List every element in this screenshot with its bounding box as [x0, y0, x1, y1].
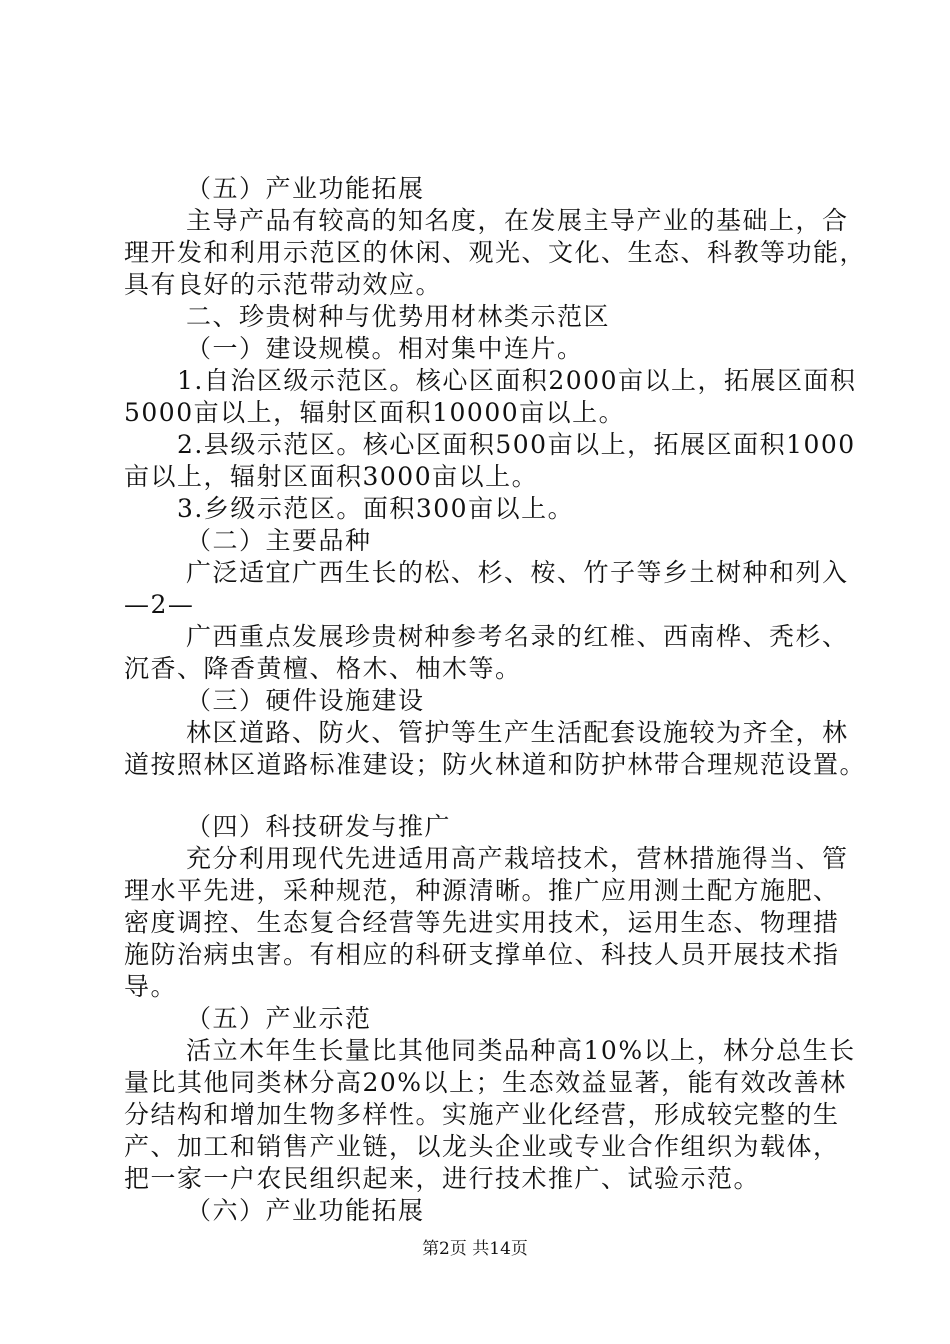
heading-industry-demonstration: （五）产业示范 [186, 1004, 372, 1033]
paragraph-line: 主导产品有较高的知名度，在发展主导产业的基础上，合 [186, 206, 849, 235]
paragraph-line: 充分利用现代先进适用高产栽培技术，营林措施得当、管 [186, 844, 849, 873]
heading-tech-rd-promotion: （四）科技研发与推广 [186, 812, 452, 841]
page-footer: 第2页 共14页 [422, 1239, 528, 1259]
paragraph-line: 具有良好的示范带动效应。 [124, 270, 443, 299]
heading-industry-function-expansion-6: （六）产业功能拓展 [186, 1196, 425, 1225]
paragraph-line: 理水平先进，采种规范，种源清晰。推广应用测土配方施肥、 [124, 876, 840, 905]
paragraph-line: 产、加工和销售产业链，以龙头企业或专业合作组织为载体， [124, 1132, 840, 1161]
paragraph-line: 道按照林区道路标准建设；防火林道和防护林带合理规范设置。 [124, 750, 867, 779]
paragraph-line: 把一家一户农民组织起来，进行技术推广、试验示范。 [124, 1164, 761, 1193]
paragraph-line: 沉香、降香黄檀、格木、柚木等。 [124, 654, 522, 683]
inline-page-number: —2— [124, 590, 195, 619]
paragraph-line: 3.乡级示范区。面积300亩以上。 [177, 494, 575, 523]
paragraph-line: 密度调控、生态复合经营等先进实用技术，运用生态、物理措 [124, 908, 840, 937]
heading-industry-function-expansion-5: （五）产业功能拓展 [186, 174, 425, 203]
heading-main-species: （二）主要品种 [186, 526, 372, 555]
paragraph-line: 2.县级示范区。核心区面积500亩以上，拓展区面积1000 [177, 430, 856, 459]
paragraph-line: 1.自治区级示范区。核心区面积2000亩以上，拓展区面积 [177, 366, 857, 395]
heading-hardware-facilities: （三）硬件设施建设 [186, 686, 425, 715]
paragraph-line: 量比其他同类林分高20%以上；生态效益显著，能有效改善林 [124, 1068, 847, 1097]
paragraph-line: 导。 [124, 972, 178, 1001]
paragraph-line: 广西重点发展珍贵树种参考名录的红椎、西南桦、秃杉、 [186, 622, 849, 651]
paragraph-line: 林区道路、防火、管护等生产生活配套设施较为齐全，林 [186, 718, 849, 747]
paragraph-line: 广泛适宜广西生长的松、杉、桉、竹子等乡土树种和列入 [186, 558, 849, 587]
paragraph-line: 5000亩以上，辐射区面积10000亩以上。 [124, 398, 626, 427]
paragraph-line: 分结构和增加生物多样性。实施产业化经营，形成较完整的生 [124, 1100, 840, 1129]
heading-construction-scale: （一）建设规模。相对集中连片。 [186, 334, 584, 363]
heading-section-2: 二、珍贵树种与优势用材林类示范区 [186, 302, 611, 331]
paragraph-line: 活立木年生长量比其他同类品种高10%以上，林分总生长 [186, 1036, 856, 1065]
paragraph-line: 理开发和利用示范区的休闲、观光、文化、生态、科教等功能， [124, 238, 867, 267]
paragraph-line: 施防治病虫害。有相应的科研支撑单位、科技人员开展技术指 [124, 940, 840, 969]
paragraph-line: 亩以上，辐射区面积3000亩以上。 [124, 462, 539, 491]
